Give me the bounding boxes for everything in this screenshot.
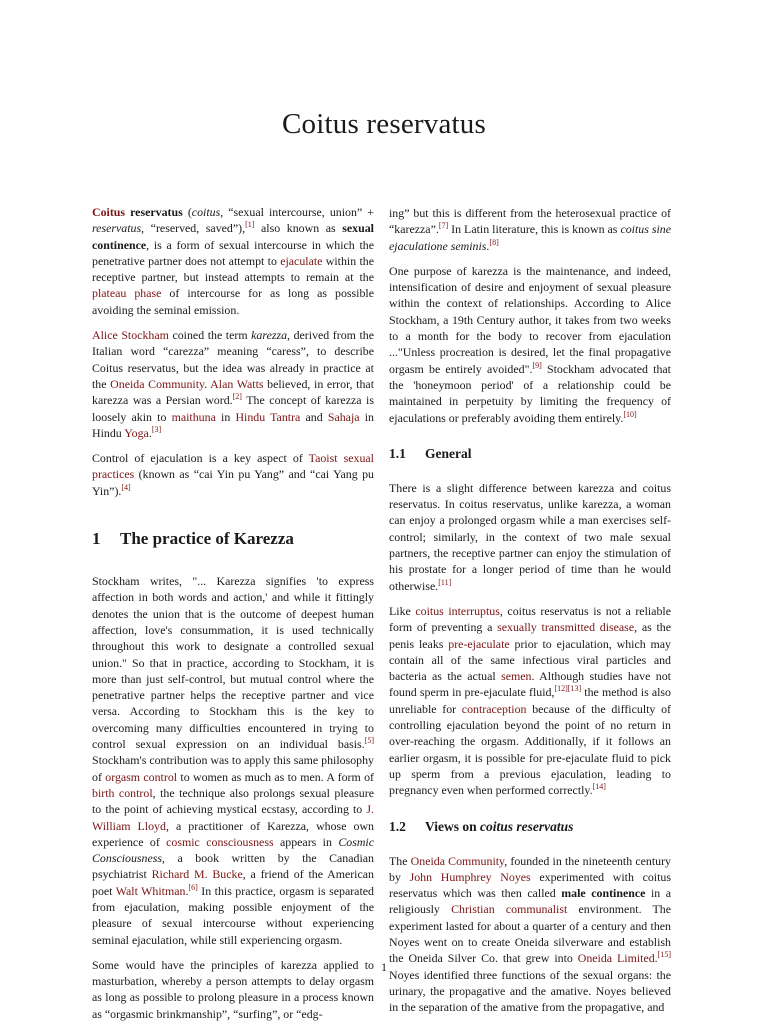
text: in Hindu xyxy=(92,409,374,440)
text: There is a slight difference between karezza and coitus reservatus. In coitus reservatus, unlike karezza, a woman can enjoy a prolonged orgasm while a man exercises self-control; similarly, in the context of two male sexual partners, the receptive partner can enjoy the stimulation of his prostate for a longer period of time than he would otherwise. xyxy=(389,480,671,593)
text: . xyxy=(204,376,211,391)
subsection-title-italic: coitus reservatus xyxy=(480,818,574,834)
text: One purpose of karezza is the maintenance, and indeed, intensification of desire and enjoyment of sexual pleasure within the context of relationships. According to Alice Stockham, a 19th Century author, it takes from two weeks to a month for the body to recover from ejaculation ..."Unless procreation is desired, let the final propagative orgasm be entirely avoided". xyxy=(389,263,671,376)
link-yoga[interactable]: Yoga xyxy=(124,425,149,440)
taoist-paragraph xyxy=(92,450,374,499)
citation-14[interactable]: [14] xyxy=(592,782,606,792)
section-number: 1 xyxy=(92,529,101,549)
text: also known as xyxy=(254,221,343,236)
link-birth-control[interactable]: birth control xyxy=(92,785,153,800)
text: . xyxy=(185,883,189,898)
text: to women as much as to men. A form of xyxy=(177,769,374,784)
text: In Latin literature, this is known as xyxy=(448,222,621,237)
text: and xyxy=(300,409,328,424)
text: . Although studies have not found sperm in pre-ejaculate fluid, xyxy=(389,669,671,700)
citation-11[interactable]: [11] xyxy=(438,577,452,587)
link-coitus-interruptus[interactable]: coitus interruptus xyxy=(415,603,500,618)
section-heading-practice xyxy=(92,529,374,549)
subsection-heading-general xyxy=(389,446,671,462)
link-contraception[interactable]: contraception xyxy=(461,701,527,716)
term-male-continence: male continence xyxy=(561,886,646,901)
citation-6[interactable]: [6] xyxy=(188,882,198,892)
text: within the receptive partner, but instead attempts to remain at the xyxy=(92,253,374,285)
subsection-heading-views xyxy=(389,819,671,835)
karezza-paragraph xyxy=(92,327,374,441)
link-christian-communalist[interactable]: Christian communalist xyxy=(451,902,568,917)
text: . xyxy=(654,951,658,966)
right-column xyxy=(389,205,671,1024)
link-taoist-sexual-practices[interactable]: Taoist sexual practices xyxy=(92,451,374,482)
link-richard-bucke[interactable]: Richard M. Bucke xyxy=(151,867,243,882)
link-orgasm-control[interactable]: orgasm control xyxy=(105,769,178,784)
citation-10[interactable]: [10] xyxy=(623,409,637,419)
link-oneida-limited[interactable]: Oneida Limited xyxy=(577,951,655,966)
text: ( xyxy=(182,205,192,219)
text: Some would have the principles of karezza applied to masturbation, whereby a person attempts to delay orgasm as long as possible to prolong pleasure in a process known as “orgasmic brinkmanship”, “surfing”, or “edg- xyxy=(92,957,374,1021)
citation-1[interactable]: [1] xyxy=(245,220,255,230)
citation-4[interactable]: [4] xyxy=(121,482,131,492)
text: , is a form of sexual intercourse in which the penetrative partner does not attempt to xyxy=(92,237,374,268)
text: . xyxy=(148,425,152,440)
general-paragraph xyxy=(389,480,671,594)
link-oneida-community[interactable]: Oneida Community xyxy=(410,853,505,868)
section-title: The practice of Karezza xyxy=(120,529,294,549)
text: . xyxy=(486,238,490,253)
link-oneida-community[interactable]: Oneida Community xyxy=(110,376,205,391)
italic-karezza: karezza xyxy=(251,328,288,343)
link-hindu-tantra[interactable]: Hindu Tantra xyxy=(235,409,301,424)
citation-9[interactable]: [9] xyxy=(532,360,542,370)
link-plateau-phase[interactable]: plateau phase xyxy=(92,286,162,301)
text: experimented with coitus reservatus which was then called xyxy=(389,869,671,901)
text: In this practice, orgasm is separated from ejaculation, making possible enjoyment of the pleasure of sexual intercourse without experiencing seminal ejaculation, while still experiencing orgasm. xyxy=(92,883,374,947)
text: Stockham writes, "... Karezza signifies 'to express affection in both words and action,' and while it fittingly denotes the union that is the outcome of deepest human affection, love's consummation, it is used technically throughout this work to designate a controlled sexual union." So that in practice, according to Stockham, it is more than just self-control, but mutual control where the penetrative partner helps the receptive partner and vice versa. According to Stockham this is the key to overcoming many difficulties encountered in trying to control sexual expression on an individual basis. xyxy=(92,574,374,752)
citation-5[interactable]: [5] xyxy=(364,736,374,746)
stockham-paragraph xyxy=(92,573,374,948)
text: , “reserved, saved”), xyxy=(141,221,246,236)
italic-coitus: coitus xyxy=(191,205,221,219)
term-coitus xyxy=(92,205,183,219)
text: Control of ejaculation is a key aspect of xyxy=(92,451,309,466)
subsection-number: 1.1 xyxy=(389,445,406,461)
text: ing” but this is different from the heterosexual practice of “karezza”. xyxy=(389,206,671,237)
text: , founded in the nineteenth century by xyxy=(389,853,671,884)
interruptus-paragraph xyxy=(389,603,671,799)
link-sahaja[interactable]: Sahaja xyxy=(327,409,360,424)
text: , derived from the Italian word “carezza” meaning “caress”, to describe Coitus reservatus, but the idea was already in practice at the xyxy=(92,328,375,391)
link-john-humphrey-noyes[interactable]: John Humphrey Noyes xyxy=(409,869,531,884)
link-pre-ejaculate[interactable]: pre-ejaculate xyxy=(448,636,510,651)
citation-2[interactable]: [2] xyxy=(232,392,242,402)
text: because of the difficulty of controlling ejaculation beyond the point of no return in over-reaching the orgasm. Additionally, if it follows an earlier orgasm, it is possible for pre-ejaculate fluid to pick up sperm from a previous ejaculation, leading to pregnancy even when performed correctly. xyxy=(389,701,671,798)
text: , “sexual intercourse, union” + xyxy=(220,205,375,219)
oneida-paragraph xyxy=(389,853,671,1016)
left-column xyxy=(92,204,374,1031)
text: believed, in error, that karezza was a Persian word. xyxy=(92,376,374,408)
text: , coitus reservatus is not a reliable form of preventing a xyxy=(389,603,671,635)
text: The concept of karezza is loosely akin to xyxy=(92,393,374,424)
text: , as the penis leaks xyxy=(389,620,671,651)
term-reservatus: reservatus xyxy=(125,205,183,219)
link-j-william-lloyd[interactable]: J. William Lloyd xyxy=(92,802,374,833)
italic-reservatus: reservatus xyxy=(92,221,142,236)
subsection-title: Views on xyxy=(425,818,481,834)
edging-paragraph xyxy=(389,205,671,254)
link-ejaculate[interactable]: ejaculate xyxy=(280,253,323,268)
text: appears in xyxy=(273,834,339,849)
link-cosmic-consciousness[interactable]: cosmic consciousness xyxy=(166,834,274,849)
text: Stockham advocated that the 'honeymoon period' of a relationship could be maintained in perpetuity by limiting the frequency of ejaculations or preferably avoiding them entirely. xyxy=(389,361,671,425)
text: the method is also unreliable for xyxy=(389,685,671,716)
text: The xyxy=(389,853,411,868)
page-number: 1 xyxy=(381,960,387,974)
link-alice-stockham[interactable]: Alice Stockham xyxy=(92,328,169,343)
link-alan-watts[interactable]: Alan Watts xyxy=(210,376,264,391)
page-title: Coitus reservatus xyxy=(282,108,486,140)
text: , a book written by the Canadian psychiatrist xyxy=(92,851,374,882)
citation-7[interactable]: [7] xyxy=(438,221,449,231)
text: in xyxy=(215,409,236,424)
italic-book-title: Cosmic Consciousness xyxy=(92,834,374,866)
text: Noyes identified three functions of the sexual organs: the urinary, the propagative and the amative. Noyes believed in the separation of the amative from the propagative, and xyxy=(389,967,671,1015)
link-maithuna[interactable]: maithuna xyxy=(171,409,216,424)
text: of intercourse for as long as possible avoiding the seminal emission. xyxy=(92,286,374,317)
citation-8[interactable]: [8] xyxy=(489,237,499,247)
link-walt-whitman[interactable]: Walt Whitman xyxy=(115,883,186,898)
text: , a practitioner of Karezza, whose own experience of xyxy=(92,818,374,849)
purpose-paragraph xyxy=(389,263,671,426)
term-sexual-continence: sexual continence xyxy=(92,221,374,252)
citation-12-13[interactable]: [12][13] xyxy=(554,684,582,694)
citation-3[interactable]: [3] xyxy=(151,424,162,434)
text: environment. The experiment lasted for about a quarter of a century and then Noyes went on to create Oneida silverware and establish the Oneida Silver Co. that grew into xyxy=(389,902,671,966)
text: , a friend of the American poet xyxy=(92,867,374,898)
subsection-title: General xyxy=(425,445,472,461)
text: prior to ejaculation, which may contain all of the same infectious viral particles and bacteria as the actual xyxy=(389,636,671,684)
link-coitus[interactable]: Coitus xyxy=(92,205,126,219)
link-sexually-transmitted-disease[interactable]: sexually transmitted disease xyxy=(497,620,635,635)
text: coined the term xyxy=(168,328,252,343)
intro-paragraph xyxy=(92,204,374,318)
text: Like xyxy=(389,603,416,618)
subsection-number: 1.2 xyxy=(389,818,406,834)
text: Stockham's contribution was to apply this same philosophy of xyxy=(92,753,374,784)
text: (known as “cai Yin pu Yang” and “cai Yang pu Yin”). xyxy=(92,467,374,498)
link-semen[interactable]: semen xyxy=(501,669,532,684)
text: , the technique also prolongs sexual pleasure to the point of achieving mystical ecstasy, according to xyxy=(92,785,374,817)
text: in a religiously xyxy=(389,886,671,917)
citation-15[interactable]: [15] xyxy=(657,950,671,960)
italic-latin-term: coitus sine ejaculatione seminis xyxy=(389,222,671,253)
